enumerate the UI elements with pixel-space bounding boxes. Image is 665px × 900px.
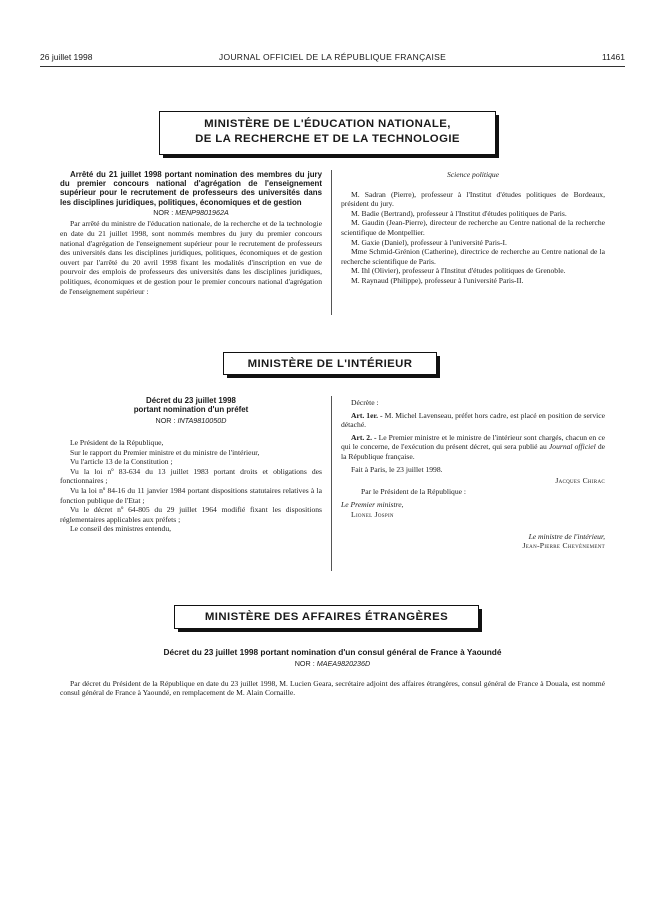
article-2-label: Art. 2. - (351, 432, 377, 442)
article-1 (341, 411, 605, 430)
ministre-interieur-title: Le ministre de l'intérieur, (528, 531, 605, 541)
box-shadow (496, 115, 499, 158)
ministry-education-box (159, 111, 496, 155)
interieur-left-column (60, 396, 322, 534)
education-arrete-title: Arrêté du 21 juillet 1998 portant nomination des membres du jury du premier concours national d'agrégation de l'enseignement supérieur pour le recrutement de professeurs des universités dans les disciplines juridiques, politiques, économiques et de gestion (60, 170, 322, 207)
affaires-nor (60, 659, 605, 669)
article-1-label: Art. 1er. - (351, 410, 383, 420)
article-2-text-b: de la République française. (341, 442, 605, 461)
ministry-interieur-title: MINISTÈRE DE L'INTÉRIEUR (247, 358, 413, 370)
header-date: 26 juillet 1998 (40, 52, 93, 62)
ministry-affaires-box (174, 605, 479, 629)
nor-code: MENP9801962A (175, 207, 229, 217)
jury-member: M. Sadran (Pierre), professeur à l'Institut d'études politiques de Bordeaux, président du jury. (341, 189, 605, 209)
box-shadow (178, 629, 482, 632)
interieur-decret-title-line2: portant nomination d'un préfet (133, 405, 249, 415)
preamble-line: Le Président de la République, (70, 438, 164, 447)
interieur-nor (60, 416, 322, 426)
nor-label: NOR : (153, 207, 174, 217)
column-separator (331, 396, 332, 571)
article-2-text-a: Le Premier ministre et le ministre de l'intérieur sont chargés, chacun en ce qui le concerne, de l'exécution du présent décret, qui sera publié au (341, 432, 605, 452)
jury-member: Mme Schmid-Grénion (Catherine), directrice de recherche au Centre national de la recherche scientifique de Paris. (341, 247, 605, 266)
header-page-number: 11461 (601, 52, 625, 62)
fait-a-paris: Fait à Paris, le 23 juillet 1998. (351, 464, 443, 474)
box-shadow (227, 375, 440, 378)
education-right-column (341, 170, 605, 286)
affaires-decret-title: Décret du 23 juillet 1998 portant nomination d'un consul général de France à Yaoundé (163, 647, 502, 657)
preamble-line: Vu la loi nº 83-634 du 13 juillet 1983 portant droits et obligations des fonctionnaires ; (60, 466, 322, 486)
jury-member: M. Raynaud (Philippe), professeur à l'université Paris-II. (351, 275, 524, 285)
header-rule (40, 66, 625, 67)
nor-label: NOR : (294, 659, 315, 669)
preamble-line: Vu la loi nº 84-16 du 11 janvier 1984 portant dispositions statutaires relatives à la fonction publique de l'Etat ; (60, 485, 322, 505)
jury-member: M. Badie (Bertrand), professeur à l'Institut d'études politiques de Paris. (351, 208, 567, 218)
box-shadow (163, 155, 499, 158)
premier-ministre-title: Le Premier ministre, (341, 500, 404, 510)
decrete-label: Décrète : (351, 398, 379, 407)
affaires-body: Par décret du Président de la République en date du 23 juillet 1998, M. Lucien Geara, secrétaire adjoint des affaires étrangères, consul général de France à Douala, est nommé consul général de France à Yaoundé, en remplacement de M. Alain Cornaille. (60, 678, 605, 698)
article-1-text: M. Michel Lavenseau, préfet hors cadre, est placé en position de service détaché. (341, 410, 605, 430)
ministry-education-line2: DE LA RECHERCHE ET DE LA TECHNOLOGIE (195, 133, 460, 145)
ministry-affaires-title: MINISTÈRE DES AFFAIRES ÉTRANGÈRES (204, 611, 449, 623)
education-left-column (60, 170, 322, 296)
preamble-line: Vu l'article 13 de la Constitution ; (70, 457, 173, 467)
preamble-line: Vu le décret nº 64-805 du 29 juillet 1964 modifié fixant les dispositions réglementaires applicables aux préfets ; (60, 505, 322, 524)
nor-code: INTA9810050D (177, 416, 227, 426)
education-nor (60, 208, 322, 218)
jury-member: M. Gaxie (Daniel), professeur à l'université Paris-I. (351, 237, 507, 247)
affaires-section (60, 648, 605, 698)
header-journal-title: JOURNAL OFFICIEL DE LA RÉPUBLIQUE FRANÇAISE (218, 52, 447, 62)
running-header (40, 52, 625, 66)
article-2-journal: Journal officiel (548, 442, 596, 452)
preamble-line: Sur le rapport du Premier ministre et du ministre de l'intérieur, (70, 447, 260, 457)
ministry-education-line1: MINISTÈRE DE L'ÉDUCATION NATIONALE, (204, 118, 451, 130)
jury-member: M. Gaudin (Jean-Pierre), directeur de recherche au Centre national de la recherche scientifique de Montpellier. (341, 218, 605, 237)
nor-code: MAEA9820236D (316, 659, 371, 669)
ministre-interieur-name: Jean-Pierre Chevènement (522, 541, 605, 551)
par-le-president: Par le Président de la République : (361, 486, 467, 496)
interieur-right-column (341, 398, 605, 551)
signature-president: Jacques Chirac (555, 476, 605, 486)
education-section-title: Science politique (446, 170, 500, 179)
preamble-line: Le conseil des ministres entendu, (70, 524, 172, 534)
nor-label: NOR : (155, 416, 176, 426)
article-2 (341, 433, 605, 462)
jury-member: M. Ihl (Olivier), professeur à l'Institut d'études politiques de Grenoble. (351, 266, 566, 276)
interieur-decret-title-line1: Décret du 23 juillet 1998 (146, 396, 236, 405)
premier-ministre-name: Lionel Jospin (351, 509, 394, 519)
ministry-interieur-box (223, 352, 437, 375)
education-body: Par arrêté du ministre de l'éducation nationale, de la recherche et de la technologie en date du 21 juillet 1998, sont nommés membres du jury du premier concours national d'agrégation de l'enseignement supérieur pour le recrutement de professeurs des universités dans les disciplines juridiques, politiques, économiques et de gestion ouvert par l'arrêté du 20 avril 1998 fixant les modalités d'inscription en vue de pourvoir des emplois de professeurs des universités dans les disciplines juridiques, politiques, économiques et de gestion pour le premier concours national d'agrégation de l'enseignement supérieur : (60, 219, 322, 296)
column-separator (331, 170, 332, 315)
